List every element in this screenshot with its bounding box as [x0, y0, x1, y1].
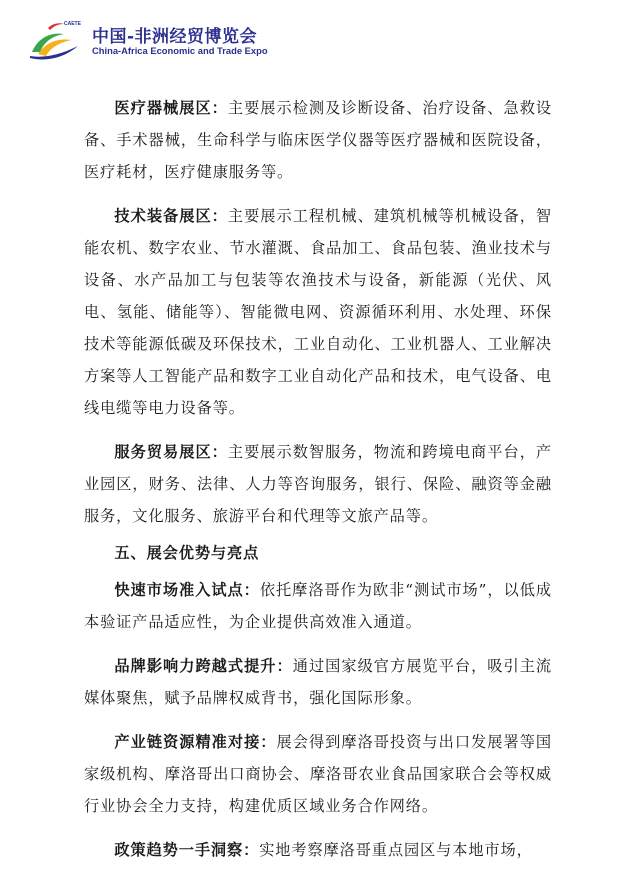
paragraph-text: 主要展示检测及诊断设备、治疗设备、急救设备、手术器械，生命科学与临床医学仪器等医疗器械和医院设备，医疗耗材，医疗健康服务等。	[84, 99, 552, 181]
paragraph-lead: 政策趋势一手洞察：	[114, 841, 260, 859]
paragraph-text: 主要展示工程机械、建筑机械等机械设备，智能农机、数字农业、节水灌溉、食品加工、食品包装、渔业技术与设备、水产品加工与包装等农渔技术与设备，新能源（光伏、风电、氢能、储能等）、智能微电网、资源循环利用、水处理、环保技术等能源低碳及环保技术，工业自动化、工业机器人、工业解决方案等人工智能产品和数字工业自动化产品和技术，电气设备、电线电缆等电力设备等。	[84, 207, 552, 417]
paragraph-text: 实地考察摩洛哥重点园区与本地市场，	[259, 841, 533, 859]
paragraph-text: 依托摩洛哥作为欧非“测试市场”，以低成本验证产品适应性，为企业提供高效准入通道。	[84, 581, 552, 631]
paragraph-medical-devices	[84, 92, 552, 188]
paragraph-lead: 品牌影响力跨越式提升：	[114, 657, 293, 675]
paragraph-lead: 技术装备展区：	[114, 207, 228, 225]
section-heading: 五、展会优势与亮点	[114, 544, 260, 562]
paragraph-policy-insight	[84, 834, 552, 866]
paragraph-lead: 服务贸易展区：	[114, 443, 228, 461]
paragraph-text: 展会得到摩洛哥投资与出口发展署等国家级机构、摩洛哥出口商协会、摩洛哥农业食品国家联合会等权威行业协会全力支持，构建优质区域业务合作网络。	[84, 733, 552, 815]
paragraph-market-access	[84, 574, 552, 638]
document-body	[84, 92, 552, 866]
paragraph-text: 主要展示数智服务，物流和跨境电商平台，产业园区，财务、法律、人力等咨询服务，银行、保险、融资等金融服务，文化服务、旅游平台和代理等文旅产品等。	[84, 443, 552, 525]
paragraph-text: 通过国家级官方展览平台，吸引主流媒体聚焦，赋予品牌权威背书，强化国际形象。	[84, 657, 553, 707]
paragraph-lead: 产业链资源精准对接：	[114, 733, 277, 751]
logo-tag-text: CAETE	[64, 21, 81, 27]
paragraph-industry-chain	[84, 726, 552, 822]
logo-chinese-name: 中国-非洲经贸博览会	[92, 27, 258, 47]
paragraph-brand-influence	[84, 650, 552, 714]
paragraph-service-trade	[84, 436, 552, 532]
paragraph-lead: 快速市场准入试点：	[114, 581, 260, 599]
paragraph-technical-equipment	[84, 200, 552, 424]
logo-english-name: China-Africa Economic and Trade Expo	[92, 45, 268, 56]
expo-logo	[28, 18, 268, 60]
paragraph-lead: 医疗器械展区：	[114, 99, 228, 117]
